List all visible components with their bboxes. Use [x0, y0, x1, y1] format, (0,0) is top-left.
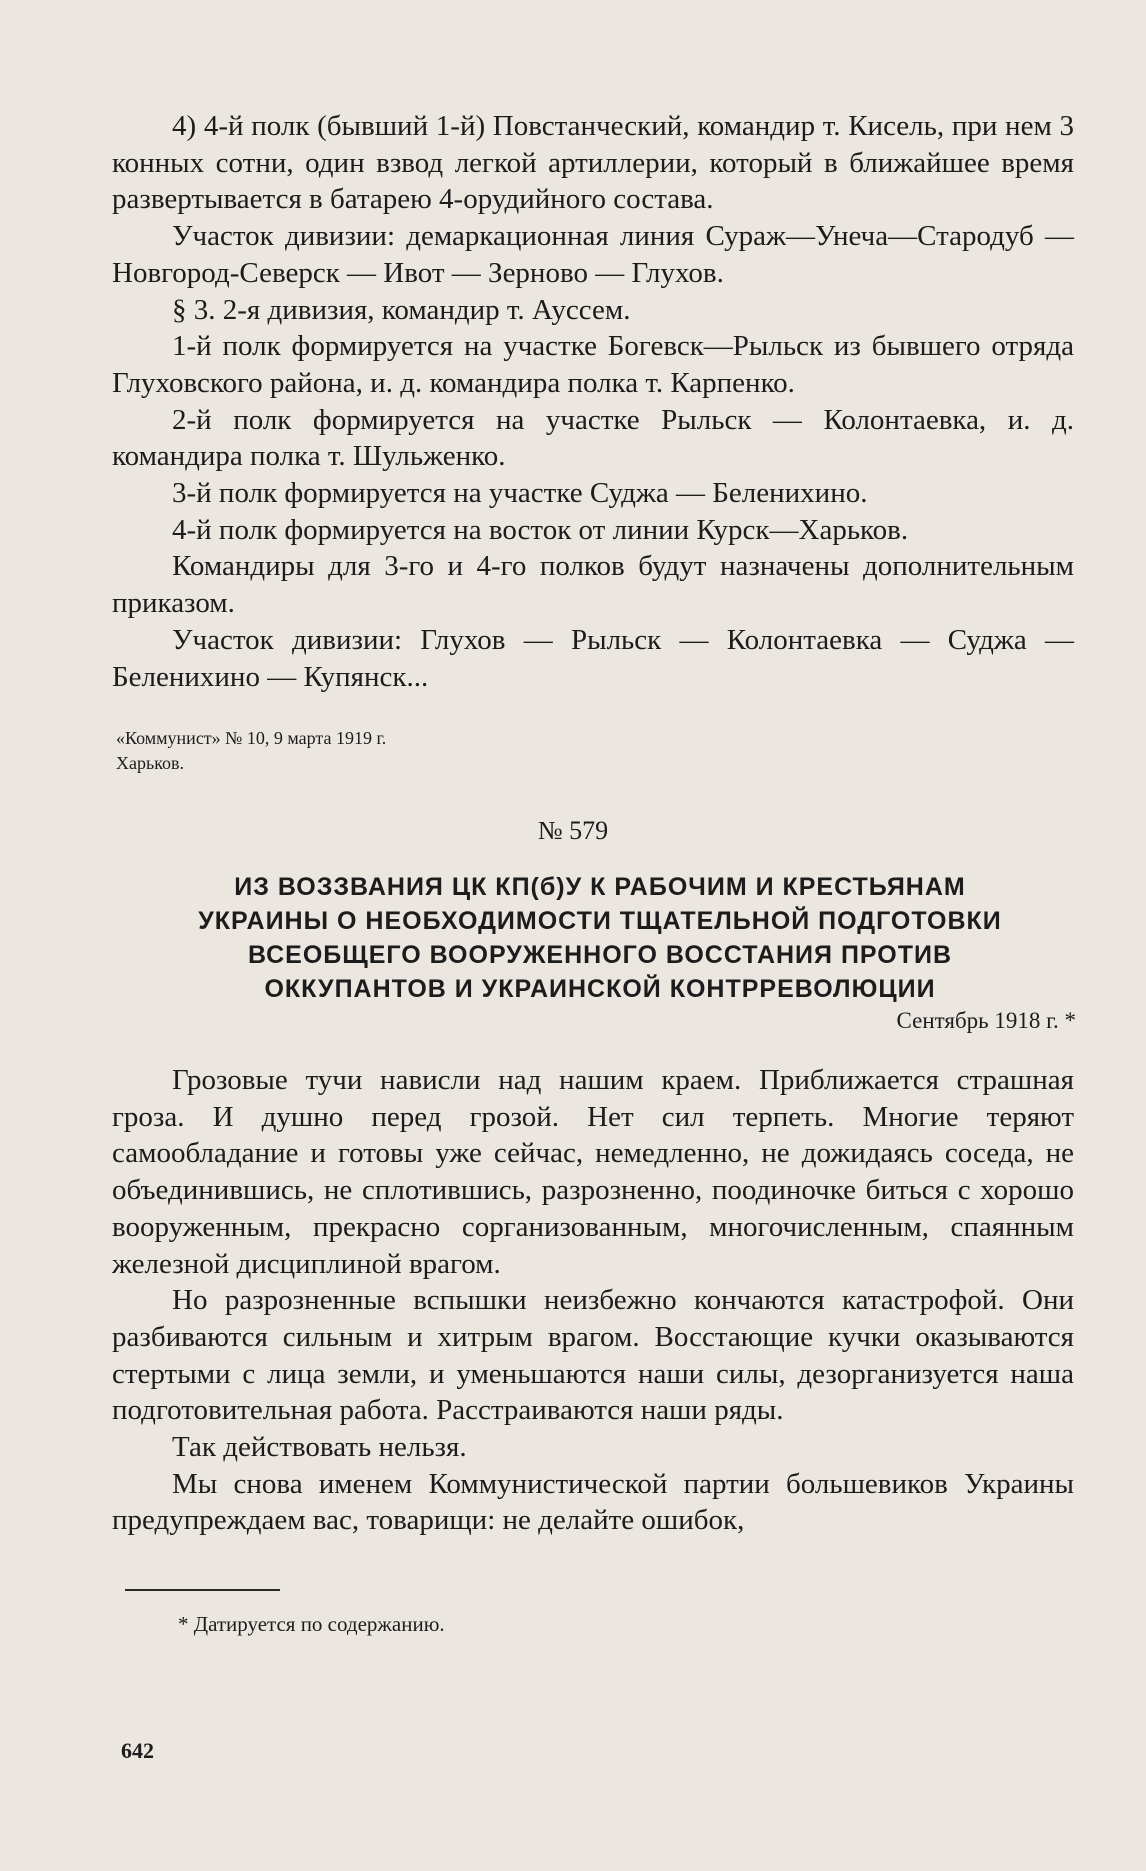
paragraph: Участок дивизии: демаркационная линия Сураж—Унеча—Стародуб — Новгород-Северск — Ивот — Зерново — Глухов. — [112, 220, 1074, 289]
paragraph: Так действовать нельзя. — [172, 1431, 467, 1464]
title-line: УКРАИНЫ О НЕОБХОДИМОСТИ ТЩАТЕЛЬНОЙ ПОДГОТОВКИ — [198, 907, 1002, 935]
paragraph: Командиры для 3-го и 4-го полков будут назначены дополнительным приказом. — [112, 550, 1074, 620]
paragraph: 4) 4-й полк (бывший 1-й) Повстанческий, командир т. Кисель, при нем 3 конных сотни, один взвод легкой артиллерии, который в ближайшее время развертывается в батарею 4-орудийного состава. — [112, 110, 1074, 216]
paragraph: 2-й полк формируется на участке Рыльск — Колонтаевка, и. д. командира полка т. Шульженко. — [112, 403, 1074, 473]
paragraph: Участок дивизии: Глухов — Рыльск — Колонтаевка — Суджа — Беленихино — Купянск... — [112, 623, 1074, 693]
footnote-divider — [125, 1589, 280, 1591]
paragraph: 1-й полк формируется на участке Богевск—Рыльск из бывшего отряда Глуховского района, и. д. командира полка т. Карпенко. — [112, 330, 1074, 399]
document-body — [112, 1062, 1074, 1539]
title-line: ВСЕОБЩЕГО ВООРУЖЕННОГО ВОССТАНИЯ ПРОТИВ — [247, 941, 952, 969]
paragraph: 3-й полк формируется на участке Суджа — Беленихино. — [172, 477, 868, 510]
source-line: Харьков. — [116, 753, 185, 773]
paragraph: § 3. 2-я дивизия, командир т. Ауссем. — [172, 293, 631, 326]
title-line: ОККУПАНТОВ И УКРАИНСКОЙ КОНТРРЕВОЛЮЦИИ — [264, 975, 936, 1003]
page-number: 642 — [121, 1738, 154, 1763]
source-line: «Коммунист» № 10, 9 марта 1919 г. — [116, 728, 387, 748]
paragraph: Мы снова именем Коммунистической партии большевиков Украины предупреждаем вас, товарищи: не делайте ошибок, — [112, 1467, 1074, 1537]
title-line: ИЗ ВОЗЗВАНИЯ ЦК КП(б)У К РАБОЧИМ И КРЕСТЬЯНАМ — [234, 873, 966, 901]
footnote: * Датируется по содержанию. — [178, 1612, 445, 1636]
paragraph: Но разрозненные вспышки неизбежно кончаются катастрофой. Они разбиваются сильным и хитрым врагом. Восстающие кучки оказываются стертыми с лица земли, и уменьшаются наши силы, дезорганизуется наша подготовительная работа. Расстраиваются наши ряды. — [112, 1284, 1074, 1427]
paragraph: Грозовые тучи нависли над нашим краем. Приближается страшная гроза. И душно перед грозой. Нет сил терпеть. Многие теряют самообладание и готовы уже сейчас, немедленно, не дожидаясь соседа, не объединившись, не сплотившись, разрозненно, поодиночке биться с хорошо вооруженным, прекрасно сорганизованным, многочисленным, спаянным железной дисциплиной врагом. — [112, 1064, 1074, 1280]
order-continuation — [112, 108, 1074, 695]
document-title — [150, 870, 1050, 1006]
source-citation — [116, 726, 616, 776]
document-date: Сентябрь 1918 г. * — [896, 1008, 1076, 1033]
paragraph: 4-й полк формируется на восток от линии Курск—Харьков. — [172, 513, 909, 546]
document-number: № 579 — [537, 816, 609, 845]
